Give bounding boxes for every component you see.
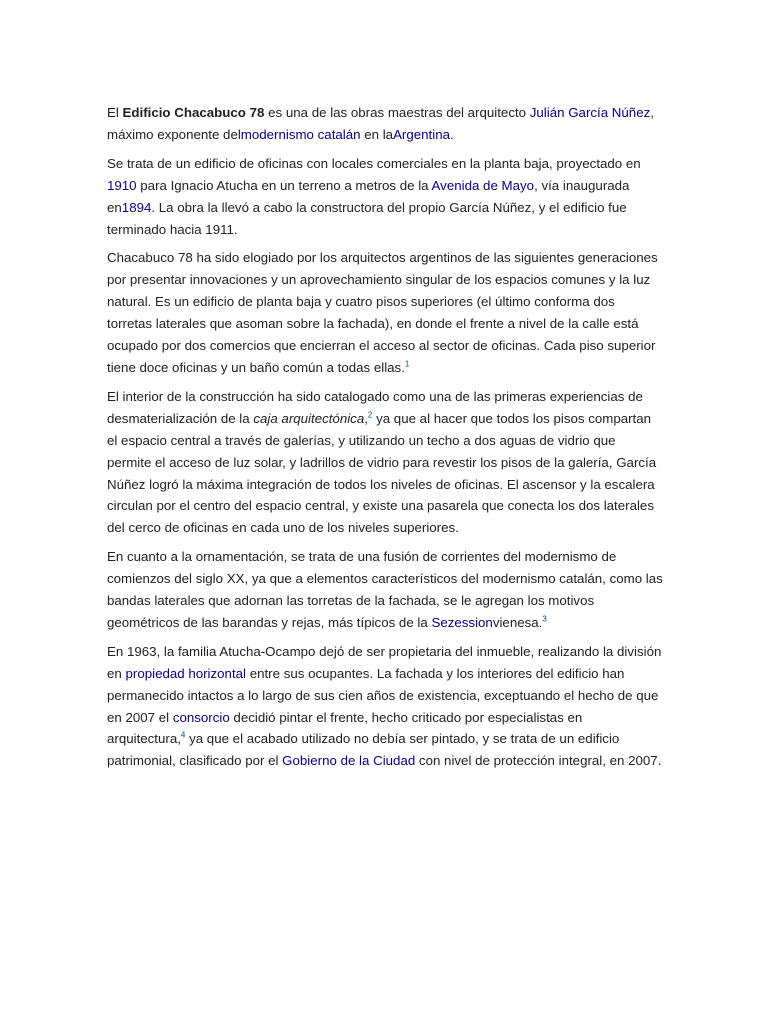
reference-link[interactable]: 4: [180, 731, 186, 741]
text: En 1963, la familia Atucha-Ocampo dejó de ser propietaria del inmueble, realizando la división en: [107, 643, 662, 681]
article-subject: Edificio Chacabuco 78: [122, 105, 265, 120]
reference-link[interactable]: 1: [404, 359, 410, 369]
text: .: [449, 126, 454, 142]
text: , vía inaugurada en: [107, 177, 630, 215]
paragraph-ornamentation: [107, 546, 663, 634]
paragraph-history: [107, 153, 663, 241]
link-propiedad-horizontal[interactable]: propiedad horizontal: [125, 665, 246, 681]
paragraph-description: [107, 247, 663, 378]
text: vienesa.: [492, 614, 543, 630]
text: ,: [364, 410, 368, 426]
term-caja-arquitectonica: caja arquitectónica: [253, 410, 365, 426]
text: Chacabuco 78 ha sido elogiado por los arquitectos argentinos de las siguientes generaciones por presentar innovaciones y un aprovechamiento singular de los espacios comunes y la luz natural. Es un edificio de planta baja y cuatro pisos superiores (el último conforma dos torretas laterales que asoman sobre la fachada), en donde el frente a nivel de la calle está ocupado por dos comercios que encierran el acceso al sector de oficinas. Cada piso superior tiene doce oficinas y un baño común a todas ellas.: [107, 250, 658, 375]
paragraph-interior: [107, 386, 663, 539]
reference-link[interactable]: 2: [367, 410, 373, 420]
link-1910[interactable]: 1910: [107, 177, 137, 193]
paragraph-intro: [107, 102, 663, 146]
text: . La obra la llevó a cabo la constructora del propio García Núñez, y el edificio fue terminado hacia 1911.: [107, 199, 627, 237]
text: , máximo exponente del: [107, 105, 654, 142]
link-avenida-de-mayo[interactable]: Avenida de Mayo: [431, 177, 535, 193]
text: ya que al hacer que todos los pisos compartan el espacio central a través de galerías, y utilizando un techo a dos aguas de vidrio que permite el acceso de luz solar, y ladrillos de vidrio para revestir los pisos de la galería, García Núñez logró la máxima integración de todos los niveles de oficinas. El ascensor y la escalera circulan por el centro del espacio central, y existe una pasarela que conecta los dos laterales del cerco de oficinas en cada uno de los niveles superiores.: [107, 410, 657, 536]
text: entre sus ocupantes. La fachada y los interiores del edificio han permanecido intactos a lo largo de sus cien años de existencia, exceptuando el hecho de que en 2007 el: [107, 665, 659, 725]
link-julian-garcia-nunez[interactable]: Julián García Núñez: [529, 105, 651, 120]
reference-3[interactable]: [542, 615, 546, 624]
article-body: [107, 102, 663, 779]
link-gobierno-de-la-ciudad[interactable]: Gobierno de la Ciudad: [282, 753, 416, 769]
text: en la: [360, 126, 394, 142]
text: es una de las obras maestras del arquitecto: [264, 105, 530, 120]
text: decidió pintar el frente, hecho criticado por especialistas en arquitectura,: [107, 709, 583, 747]
text: ya que el acabado utilizado no debía ser pintado, y se trata de un edificio patrimonial, clasificado por el: [107, 731, 620, 769]
link-consorcio[interactable]: consorcio: [172, 709, 230, 725]
text: El interior de la construcción ha sido catalogado como una de las primeras experiencias de desmaterialización de la: [107, 388, 643, 426]
text: El: [107, 105, 123, 120]
text: para Ignacio Atucha en un terreno a metros de la: [136, 177, 432, 193]
link-1894[interactable]: 1894: [121, 199, 152, 215]
paragraph-ownership: [107, 641, 663, 772]
reference-1[interactable]: [405, 360, 409, 369]
text: En cuanto a la ornamentación, se trata de una fusión de corrientes del modernismo de comienzos del siglo XX, ya que a elementos característicos del modernismo catalán, como las bandas laterales que adornan las torretas de la fachada, se le agregan los motivos geométricos de las barandas y rejas, más típicos de la: [107, 549, 663, 630]
text: con nivel de protección integral, en 2007.: [415, 753, 662, 769]
link-sezession[interactable]: Sezession: [431, 614, 493, 630]
link-argentina[interactable]: Argentina: [393, 126, 450, 142]
link-modernismo-catalan[interactable]: modernismo catalán: [240, 126, 361, 142]
reference-link[interactable]: 3: [542, 614, 547, 624]
text: Se trata de un edificio de oficinas con locales comerciales en la planta baja, proyectado en: [107, 155, 641, 171]
